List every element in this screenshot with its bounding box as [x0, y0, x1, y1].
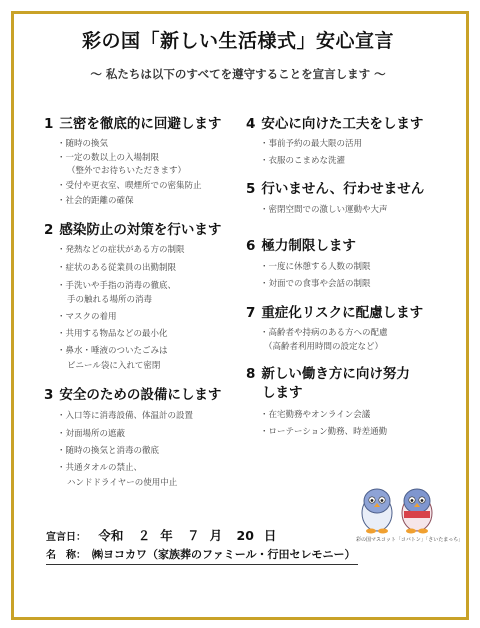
section-2-item: ・鼻水・唾液のついたごみは — [57, 346, 168, 356]
section-2-item: ・手洗いや手指の消毒の徹底、 — [57, 281, 177, 291]
section-1-heading: 1 三密を徹底的に回避します — [44, 116, 222, 132]
section-4-heading: 4 安心に向けた工夫をします — [246, 116, 424, 132]
section-2-item-cont: 手の触れる場所の消毒 — [67, 295, 153, 305]
section-6-item: ・対面での食事や会話の制限 — [260, 279, 371, 289]
section-1-item: ・随時の換気 — [57, 139, 109, 149]
declaration-date: 宣言日： 令和 ２ 年 ７ 月 20 日 — [46, 528, 277, 543]
section-3-item-cont: ハンドドライヤーの使用中止 — [67, 478, 178, 488]
section-5-heading: 5 行いません、行わせません — [246, 181, 425, 197]
kobaton-mascot-icon — [362, 489, 392, 534]
section-6-item: ・一度に休憩する人数の制限 — [260, 262, 371, 272]
section-8-heading: 8 新しい働き方に向け努力 — [246, 366, 410, 382]
mascot-caption: 彩の国マスコット「コバトン」「さいたまっち」 — [356, 537, 464, 543]
saitamacchi-mascot-icon — [402, 489, 432, 534]
section-3-item: ・対面場所の遮蔽 — [57, 429, 126, 439]
mascot-illustration — [355, 483, 445, 535]
section-2-item: ・発熱などの症状がある方の制限 — [57, 245, 185, 255]
section-3-item: ・入口等に消毒設備、体温計の設置 — [57, 411, 194, 421]
section-2-heading: 2 感染防止の対策を行います — [44, 222, 222, 238]
section-1-item: ・一定の数以上の入場制限 — [57, 153, 160, 163]
section-2-item: ・マスクの着用 — [57, 312, 117, 322]
section-2-item: ・共用する物品などの最小化 — [57, 329, 168, 339]
section-1-item: ・受付や更衣室、喫煙所での密集防止 — [57, 181, 202, 191]
section-6-heading: 6 極力制限します — [246, 238, 356, 254]
section-1-item: ・社会的距離の確保 — [57, 196, 134, 206]
section-3-heading: 3 安全のための設備にします — [44, 387, 222, 403]
section-3-item: ・随時の換気と消毒の徹底 — [57, 446, 160, 456]
section-5-item: ・密閉空間での激しい運動や大声 — [260, 205, 388, 215]
section-7-item: ・高齢者や持病のある方への配慮 — [260, 328, 388, 338]
page-title: 彩の国「新しい生活様式」安心宣言 — [81, 30, 394, 52]
section-1-item-note: （整外でお待ちいただきます） — [67, 166, 187, 176]
section-8-heading-cont: します — [262, 385, 303, 401]
section-2-item: ・症状のある従業員の出勤制限 — [57, 263, 177, 273]
organization-name: 名 称： ㈱ヨコカワ（家族葬のファミール・行田セレモニー） — [46, 546, 358, 565]
section-3-item: ・共通タオルの禁止、 — [57, 463, 143, 473]
section-7-item-note: （高齢者利用時間の設定など） — [264, 342, 384, 352]
section-4-item: ・衣服のこまめな洗濯 — [260, 156, 346, 166]
section-2-item-cont: ビニール袋に入れて密閉 — [67, 361, 161, 371]
section-7-heading: 7 重症化リスクに配慮します — [246, 305, 424, 321]
page-subtitle: ～ 私たちは以下のすべてを遵守することを宣言します ～ — [90, 67, 386, 81]
section-8-item: ・ローテーション勤務、時差通勤 — [260, 427, 388, 437]
section-8-item: ・在宅勤務やオンライン会議 — [260, 410, 371, 420]
section-4-item: ・事前予約の最大限の活用 — [260, 139, 363, 149]
